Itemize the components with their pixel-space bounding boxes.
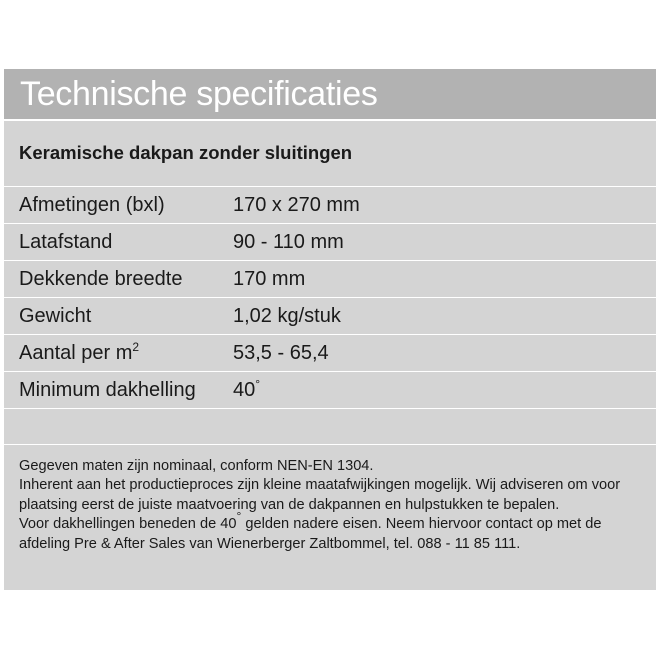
spec-value: 170 mm: [233, 267, 306, 290]
note-text: gelden nadere eisen. Neem hiervoor contact op met de afdeling Pre & After Sales van Wienerberger Zaltbommel, tel. 088 - 11 85 111.: [19, 516, 602, 552]
note-text: Voor dakhellingen beneden de 40: [19, 516, 237, 533]
spec-row-empty: [4, 409, 656, 445]
spec-value: 170 x 270 mm: [233, 193, 360, 216]
spec-row-weight: [4, 298, 656, 335]
spec-value-text: 40: [233, 378, 256, 401]
spec-value: [233, 376, 261, 402]
degree-symbol: °: [236, 509, 242, 524]
spec-row-dimensions: [4, 187, 656, 224]
spec-label: [19, 339, 233, 365]
spec-label: Dekkende breedte: [19, 267, 183, 290]
spec-label-superscript: 2: [132, 339, 140, 354]
spec-row-min-roof-pitch: [4, 372, 656, 409]
note-line: Inherent aan het productieproces zijn kleine maatafwijkingen mogelijk. Wij adviseren om voor plaatsing eerst de juiste maatvoering van de dakpannen en hulpstukken te bepalen.: [19, 477, 621, 513]
spec-label: Latafstand: [19, 230, 113, 253]
section-header: [4, 69, 656, 121]
spec-value: 90 - 110 mm: [233, 230, 344, 253]
product-subtitle-row: [4, 121, 656, 187]
spec-label-text: Aantal per m: [19, 341, 133, 364]
section-title: Technische specificaties: [20, 74, 378, 113]
note-line: [19, 509, 641, 554]
spec-row-batten-spacing: [4, 224, 656, 261]
specifications-panel: [4, 69, 656, 590]
note-line: Gegeven maten zijn nominaal, conform NEN-EN 1304.: [19, 458, 374, 474]
spec-value: 53,5 - 65,4: [233, 341, 329, 364]
spec-row-cover-width: [4, 261, 656, 298]
spec-label: Afmetingen (bxl): [19, 193, 165, 216]
degree-symbol: °: [255, 376, 261, 391]
spec-row-quantity-per-m2: [4, 335, 656, 372]
spec-label: Gewicht: [19, 304, 92, 327]
product-subtitle: Keramische dakpan zonder sluitingen: [19, 141, 353, 163]
notes-block: [4, 445, 656, 554]
spec-value: 1,02 kg/stuk: [233, 304, 341, 327]
spec-label: Minimum dakhelling: [19, 378, 196, 401]
